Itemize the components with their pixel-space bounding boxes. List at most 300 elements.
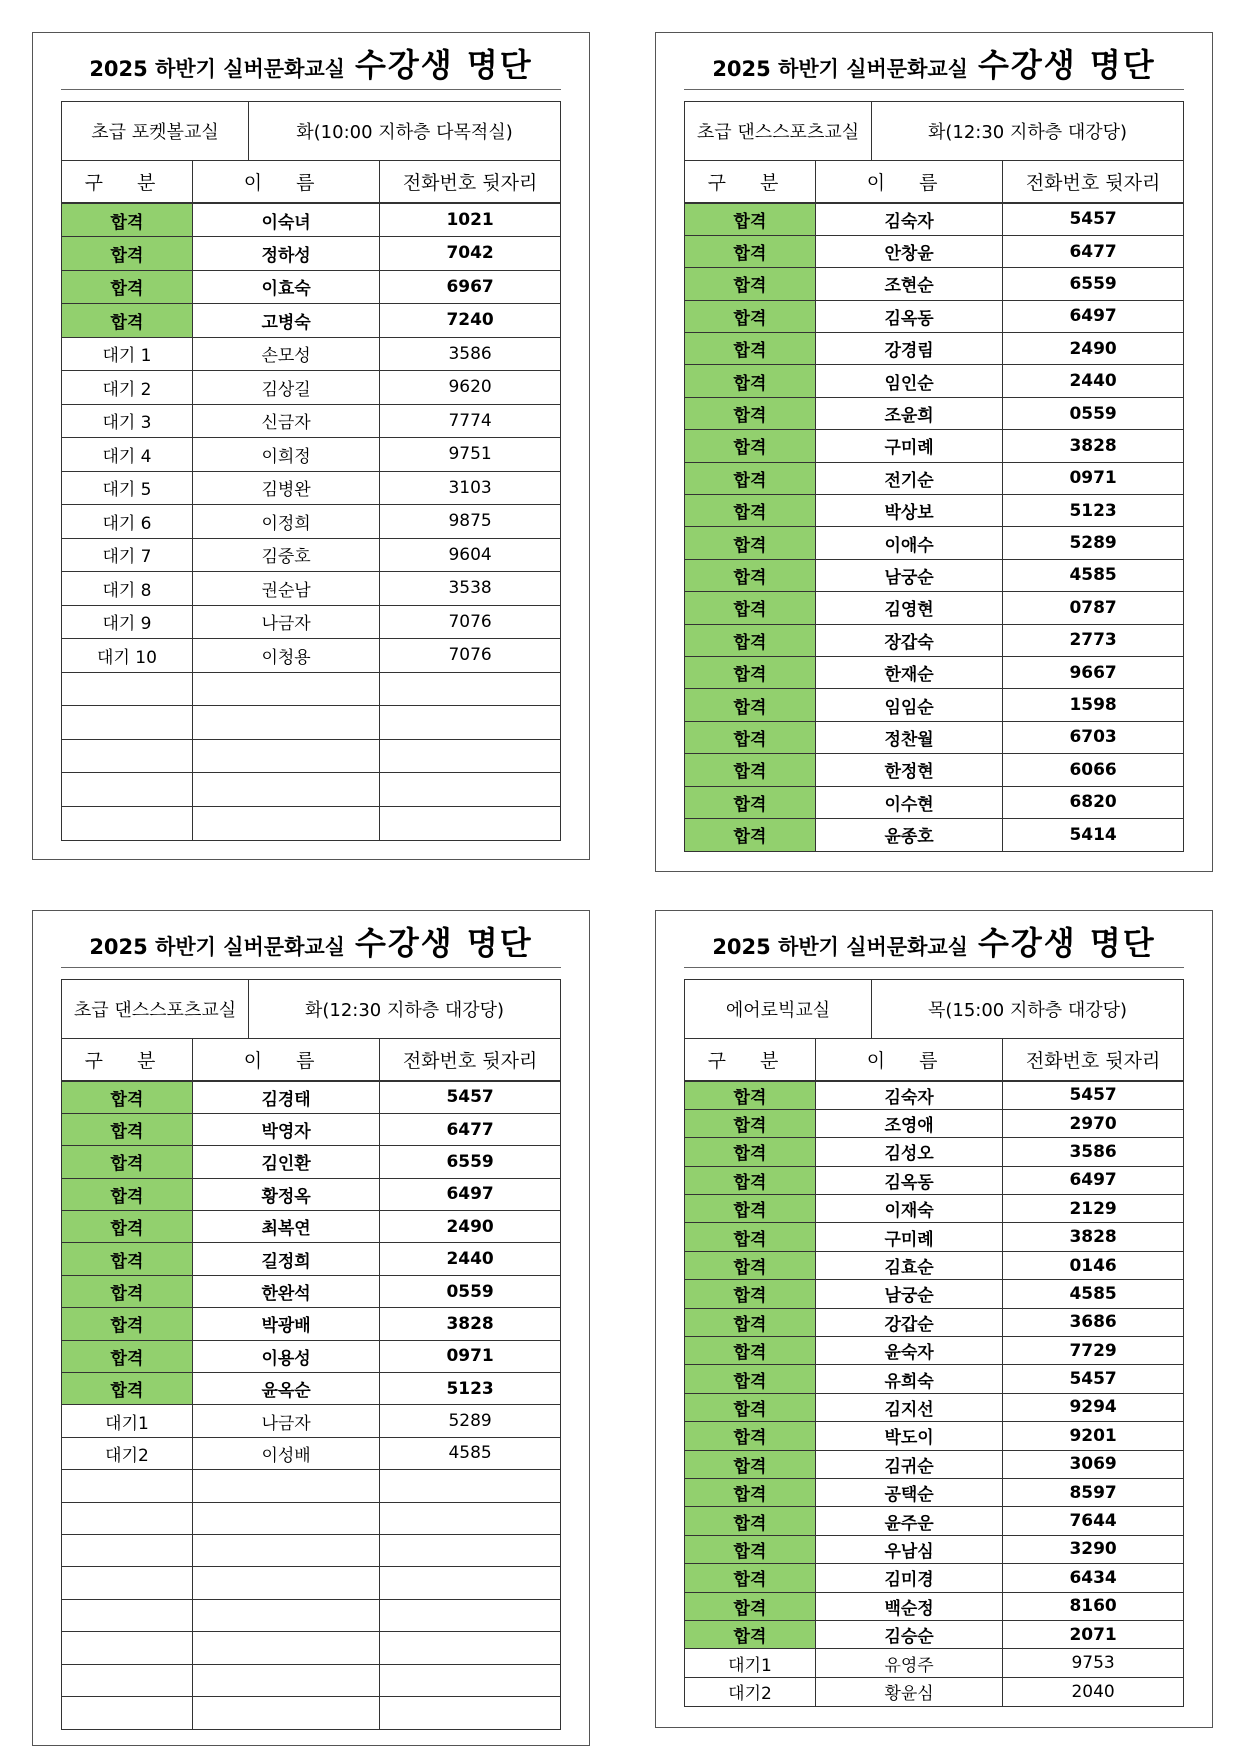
name-cell: 황윤심 — [815, 1677, 1002, 1705]
title-main: 수강생 명단 — [354, 46, 533, 84]
status-cell: 대기 6 — [62, 505, 192, 539]
name-cell: 우남심 — [815, 1535, 1002, 1563]
status-cell: 합격 — [685, 1308, 815, 1336]
table-row — [685, 203, 1183, 235]
phone-cell — [380, 1567, 560, 1599]
table-row — [62, 1113, 560, 1145]
name-cell — [192, 1632, 379, 1664]
phone-cell — [380, 1470, 560, 1502]
table-row — [62, 1340, 560, 1372]
status-cell: 대기 5 — [62, 471, 192, 505]
name-cell: 정찬월 — [815, 721, 1002, 753]
phone-cell: 9294 — [1003, 1393, 1183, 1421]
status-cell: 대기 10 — [62, 639, 192, 673]
title-main: 수강생 명단 — [977, 924, 1156, 962]
phone-cell — [380, 739, 560, 773]
status-cell: 대기 8 — [62, 572, 192, 606]
phone-cell: 5457 — [1003, 1081, 1183, 1109]
table-row — [62, 371, 560, 405]
table-row — [62, 1211, 560, 1243]
table-row — [62, 1373, 560, 1405]
phone-cell: 6497 — [380, 1178, 560, 1210]
phone-cell: 5123 — [1003, 495, 1183, 527]
status-cell: 합격 — [685, 1535, 815, 1563]
name-cell: 고병숙 — [192, 304, 379, 338]
roster-card-dance-1 — [655, 32, 1213, 872]
name-cell — [192, 1567, 379, 1599]
phone-cell: 9620 — [380, 371, 560, 405]
phone-cell: 3069 — [1003, 1450, 1183, 1478]
table-row — [62, 773, 560, 807]
table-row — [685, 1195, 1183, 1223]
phone-cell: 9875 — [380, 505, 560, 539]
name-cell: 조윤희 — [815, 397, 1002, 429]
table-row — [62, 1696, 560, 1728]
phone-cell: 2040 — [1003, 1677, 1183, 1705]
status-cell: 합격 — [62, 237, 192, 271]
table-row — [62, 706, 560, 740]
table-row — [62, 438, 560, 472]
header-phone: 전화번호 뒷자리 — [1003, 161, 1183, 203]
status-cell: 합격 — [685, 689, 815, 721]
phone-cell: 5457 — [1003, 1365, 1183, 1393]
phone-cell: 1598 — [1003, 689, 1183, 721]
status-cell — [62, 1632, 192, 1664]
phone-cell: 0559 — [380, 1275, 560, 1307]
status-cell: 합격 — [685, 1138, 815, 1166]
phone-cell: 0146 — [1003, 1251, 1183, 1279]
table-row — [685, 430, 1183, 462]
status-cell: 합격 — [685, 1393, 815, 1421]
status-cell: 합격 — [685, 786, 815, 818]
table-row — [62, 1308, 560, 1340]
name-cell: 김승순 — [815, 1620, 1002, 1648]
table-row — [685, 1478, 1183, 1506]
roster-card-aerobics — [655, 910, 1213, 1728]
table-row — [62, 404, 560, 438]
phone-cell — [380, 1696, 560, 1728]
phone-cell — [380, 1664, 560, 1696]
phone-cell: 5414 — [1003, 818, 1183, 850]
table-row — [685, 1138, 1183, 1166]
table-row — [62, 1664, 560, 1696]
name-cell: 이효숙 — [192, 270, 379, 304]
name-cell: 김경태 — [192, 1081, 379, 1113]
table-row — [62, 1502, 560, 1534]
name-cell: 이정희 — [192, 505, 379, 539]
phone-cell: 5457 — [380, 1081, 560, 1113]
roster-table — [685, 1039, 1183, 1706]
status-cell: 대기 2 — [62, 371, 192, 405]
roster-sheet — [61, 979, 561, 1730]
phone-cell: 9753 — [1003, 1649, 1183, 1677]
roster-sheet — [61, 101, 561, 841]
phone-cell — [380, 773, 560, 807]
table-row — [685, 1649, 1183, 1677]
status-cell: 대기 1 — [62, 337, 192, 371]
status-cell: 합격 — [685, 656, 815, 688]
class-schedule: 목(15:00 지하층 대강당) — [927, 1000, 1128, 1021]
class-name: 초급 댄스스포츠교실 — [685, 102, 872, 160]
status-cell: 합격 — [685, 527, 815, 559]
phone-cell — [380, 706, 560, 740]
status-cell — [62, 1567, 192, 1599]
status-cell: 합격 — [685, 1166, 815, 1194]
status-cell: 합격 — [62, 1113, 192, 1145]
name-cell: 박광배 — [192, 1308, 379, 1340]
status-cell: 합격 — [685, 721, 815, 753]
status-cell: 합격 — [685, 1592, 815, 1620]
name-cell: 이용성 — [192, 1340, 379, 1372]
name-cell: 길정희 — [192, 1243, 379, 1275]
status-cell: 합격 — [685, 430, 815, 462]
header-name: 이 름 — [815, 1039, 1002, 1081]
class-schedule: 화(12:30 지하층 대강당) — [927, 122, 1128, 143]
name-cell: 백순정 — [815, 1592, 1002, 1620]
status-cell: 합격 — [685, 1507, 815, 1535]
status-cell: 합격 — [62, 1211, 192, 1243]
status-cell: 합격 — [685, 1337, 815, 1365]
table-row — [685, 1280, 1183, 1308]
name-cell: 김영현 — [815, 592, 1002, 624]
table-row — [62, 1599, 560, 1631]
name-cell: 신금자 — [192, 404, 379, 438]
phone-cell: 3686 — [1003, 1308, 1183, 1336]
table-row — [62, 237, 560, 271]
name-cell: 박영자 — [192, 1113, 379, 1145]
table-row — [685, 624, 1183, 656]
phone-cell: 3828 — [1003, 430, 1183, 462]
class-info-row — [62, 980, 560, 1039]
name-cell: 박상보 — [815, 495, 1002, 527]
class-schedule: 화(12:30 지하층 대강당) — [304, 1000, 505, 1021]
name-cell: 김옥동 — [815, 300, 1002, 332]
header-phone: 전화번호 뒷자리 — [1003, 1039, 1183, 1081]
name-cell: 박도이 — [815, 1422, 1002, 1450]
name-cell: 김미경 — [815, 1564, 1002, 1592]
status-cell: 합격 — [62, 1081, 192, 1113]
phone-cell: 9751 — [380, 438, 560, 472]
phone-cell: 4585 — [1003, 559, 1183, 591]
status-cell: 대기2 — [62, 1437, 192, 1469]
table-row — [62, 1178, 560, 1210]
phone-cell: 9201 — [1003, 1422, 1183, 1450]
table-row — [685, 365, 1183, 397]
name-cell — [192, 1502, 379, 1534]
status-cell: 합격 — [685, 1195, 815, 1223]
name-cell: 공택순 — [815, 1478, 1002, 1506]
phone-cell: 7076 — [380, 639, 560, 673]
name-cell: 윤옥순 — [192, 1373, 379, 1405]
phone-cell: 6559 — [1003, 268, 1183, 300]
status-cell — [62, 1534, 192, 1566]
status-cell — [62, 739, 192, 773]
status-cell: 합격 — [685, 333, 815, 365]
table-row — [62, 505, 560, 539]
phone-cell: 7076 — [380, 605, 560, 639]
phone-cell: 3290 — [1003, 1535, 1183, 1563]
status-cell: 합격 — [685, 462, 815, 494]
title-main: 수강생 명단 — [977, 46, 1156, 84]
class-schedule: 화(10:00 지하층 다목적실) — [296, 122, 513, 143]
table-row — [685, 1450, 1183, 1478]
phone-cell: 6477 — [1003, 235, 1183, 267]
name-cell — [192, 1599, 379, 1631]
phone-cell: 0971 — [1003, 462, 1183, 494]
name-cell: 임인순 — [815, 365, 1002, 397]
table-row — [62, 1146, 560, 1178]
status-cell: 합격 — [685, 1251, 815, 1279]
phone-cell — [380, 672, 560, 706]
table-row — [62, 1470, 560, 1502]
status-cell: 합격 — [62, 1178, 192, 1210]
table-row — [62, 572, 560, 606]
table-row — [62, 1437, 560, 1469]
status-cell: 대기 9 — [62, 605, 192, 639]
table-row — [685, 818, 1183, 850]
phone-cell: 3828 — [1003, 1223, 1183, 1251]
table-row — [685, 1166, 1183, 1194]
phone-cell: 3538 — [380, 572, 560, 606]
table-row — [685, 754, 1183, 786]
table-row — [685, 592, 1183, 624]
name-cell: 김지선 — [815, 1393, 1002, 1421]
name-cell — [192, 739, 379, 773]
status-cell: 합격 — [685, 235, 815, 267]
name-cell — [192, 773, 379, 807]
status-cell: 합격 — [62, 203, 192, 237]
header-row — [62, 1039, 560, 1081]
status-cell — [62, 773, 192, 807]
phone-cell: 1021 — [380, 203, 560, 237]
status-cell — [62, 672, 192, 706]
roster-table — [62, 1039, 560, 1729]
status-cell: 대기 4 — [62, 438, 192, 472]
name-cell: 최복연 — [192, 1211, 379, 1243]
name-cell — [192, 1664, 379, 1696]
phone-cell: 7774 — [380, 404, 560, 438]
table-row — [685, 527, 1183, 559]
phone-cell: 6477 — [380, 1113, 560, 1145]
header-row — [685, 1039, 1183, 1081]
header-name: 이 름 — [192, 1039, 379, 1081]
phone-cell: 0559 — [1003, 397, 1183, 429]
name-cell: 구미례 — [815, 1223, 1002, 1251]
name-cell — [192, 1534, 379, 1566]
phone-cell: 7240 — [380, 304, 560, 338]
table-row — [685, 268, 1183, 300]
name-cell: 정하성 — [192, 237, 379, 271]
header-name: 이 름 — [815, 161, 1002, 203]
name-cell: 강경림 — [815, 333, 1002, 365]
phone-cell — [380, 1502, 560, 1534]
table-row — [62, 1534, 560, 1566]
phone-cell: 4585 — [1003, 1280, 1183, 1308]
phone-cell: 6820 — [1003, 786, 1183, 818]
phone-cell: 6967 — [380, 270, 560, 304]
phone-cell: 2490 — [380, 1211, 560, 1243]
title-main: 수강생 명단 — [354, 924, 533, 962]
table-row — [62, 639, 560, 673]
name-cell: 유희숙 — [815, 1365, 1002, 1393]
header-phone: 전화번호 뒷자리 — [380, 1039, 560, 1081]
phone-cell: 9667 — [1003, 656, 1183, 688]
card-title — [61, 41, 561, 90]
status-cell: 합격 — [685, 397, 815, 429]
name-cell: 임임순 — [815, 689, 1002, 721]
status-cell: 합격 — [685, 268, 815, 300]
phone-cell: 0787 — [1003, 592, 1183, 624]
status-cell: 합격 — [62, 1308, 192, 1340]
table-row — [62, 203, 560, 237]
status-cell: 합격 — [685, 1280, 815, 1308]
header-row — [62, 161, 560, 203]
name-cell: 김숙자 — [815, 203, 1002, 235]
table-row — [685, 1081, 1183, 1109]
table-row — [685, 721, 1183, 753]
table-row — [62, 672, 560, 706]
status-cell — [62, 1664, 192, 1696]
roster-card-pocketball — [32, 32, 590, 860]
phone-cell: 5123 — [380, 1373, 560, 1405]
table-row — [685, 1422, 1183, 1450]
phone-cell: 2071 — [1003, 1620, 1183, 1648]
table-row — [685, 1365, 1183, 1393]
status-cell: 합격 — [62, 1373, 192, 1405]
card-title — [61, 919, 561, 968]
phone-cell: 6703 — [1003, 721, 1183, 753]
name-cell: 조현순 — [815, 268, 1002, 300]
roster-card-dance-2 — [32, 910, 590, 1746]
name-cell: 이애수 — [815, 527, 1002, 559]
status-cell — [62, 1696, 192, 1728]
table-row — [62, 1243, 560, 1275]
table-row — [685, 1393, 1183, 1421]
table-row — [685, 1223, 1183, 1251]
title-prefix: 2025 하반기 실버문화교실 — [712, 57, 968, 81]
table-row — [62, 270, 560, 304]
phone-cell: 2129 — [1003, 1195, 1183, 1223]
phone-cell: 7042 — [380, 237, 560, 271]
status-cell: 합격 — [685, 365, 815, 397]
name-cell — [192, 1696, 379, 1728]
table-row — [685, 397, 1183, 429]
name-cell: 김인환 — [192, 1146, 379, 1178]
table-row — [685, 1251, 1183, 1279]
title-prefix: 2025 하반기 실버문화교실 — [89, 57, 345, 81]
name-cell: 이희정 — [192, 438, 379, 472]
phone-cell — [380, 1534, 560, 1566]
phone-cell: 2490 — [1003, 333, 1183, 365]
table-row — [685, 1677, 1183, 1705]
table-row — [62, 806, 560, 840]
name-cell: 이재숙 — [815, 1195, 1002, 1223]
table-row — [62, 1567, 560, 1599]
name-cell: 김귀순 — [815, 1450, 1002, 1478]
name-cell: 손모성 — [192, 337, 379, 371]
status-cell: 합격 — [685, 495, 815, 527]
name-cell: 이숙녀 — [192, 203, 379, 237]
table-row — [685, 1109, 1183, 1137]
roster-table — [62, 161, 560, 840]
phone-cell: 5289 — [380, 1405, 560, 1437]
header-status: 구 분 — [62, 1039, 192, 1081]
phone-cell: 5457 — [1003, 203, 1183, 235]
phone-cell — [380, 1632, 560, 1664]
status-cell — [62, 1502, 192, 1534]
name-cell: 나금자 — [192, 1405, 379, 1437]
status-cell: 합격 — [685, 1109, 815, 1137]
table-row — [685, 1507, 1183, 1535]
phone-cell: 6066 — [1003, 754, 1183, 786]
name-cell: 남궁순 — [815, 559, 1002, 591]
status-cell: 합격 — [685, 1081, 815, 1109]
name-cell: 장갑숙 — [815, 624, 1002, 656]
phone-cell — [380, 1599, 560, 1631]
status-cell: 대기1 — [62, 1405, 192, 1437]
table-row — [62, 1081, 560, 1113]
status-cell: 합격 — [685, 300, 815, 332]
name-cell: 안창윤 — [815, 235, 1002, 267]
table-row — [62, 1405, 560, 1437]
status-cell: 대기 3 — [62, 404, 192, 438]
name-cell: 유영주 — [815, 1649, 1002, 1677]
table-row — [62, 337, 560, 371]
status-cell: 합격 — [685, 1620, 815, 1648]
name-cell: 윤종호 — [815, 818, 1002, 850]
status-cell: 합격 — [685, 1223, 815, 1251]
status-cell: 합격 — [62, 1146, 192, 1178]
phone-cell: 8597 — [1003, 1478, 1183, 1506]
status-cell: 합격 — [685, 1365, 815, 1393]
table-row — [685, 689, 1183, 721]
table-row — [685, 235, 1183, 267]
name-cell: 전기순 — [815, 462, 1002, 494]
header-name: 이 름 — [192, 161, 379, 203]
name-cell: 이청용 — [192, 639, 379, 673]
status-cell — [62, 1470, 192, 1502]
phone-cell: 2440 — [1003, 365, 1183, 397]
class-name: 초급 포켓볼교실 — [62, 102, 249, 160]
status-cell: 합격 — [685, 1478, 815, 1506]
status-cell: 합격 — [62, 270, 192, 304]
name-cell: 김숙자 — [815, 1081, 1002, 1109]
phone-cell: 6434 — [1003, 1564, 1183, 1592]
class-info-row — [685, 102, 1183, 161]
table-row — [62, 538, 560, 572]
status-cell: 대기2 — [685, 1677, 815, 1705]
name-cell: 윤주운 — [815, 1507, 1002, 1535]
phone-cell: 7729 — [1003, 1337, 1183, 1365]
phone-cell: 6559 — [380, 1146, 560, 1178]
name-cell — [192, 806, 379, 840]
phone-cell: 3586 — [1003, 1138, 1183, 1166]
title-prefix: 2025 하반기 실버문화교실 — [89, 935, 345, 959]
name-cell: 남궁순 — [815, 1280, 1002, 1308]
status-cell: 합격 — [685, 1564, 815, 1592]
class-info-row — [62, 102, 560, 161]
phone-cell: 2773 — [1003, 624, 1183, 656]
name-cell: 권순남 — [192, 572, 379, 606]
header-phone: 전화번호 뒷자리 — [380, 161, 560, 203]
table-row — [62, 304, 560, 338]
table-row — [685, 495, 1183, 527]
table-row — [685, 559, 1183, 591]
class-info-row — [685, 980, 1183, 1039]
card-title — [684, 919, 1184, 968]
phone-cell: 9604 — [380, 538, 560, 572]
phone-cell: 3586 — [380, 337, 560, 371]
